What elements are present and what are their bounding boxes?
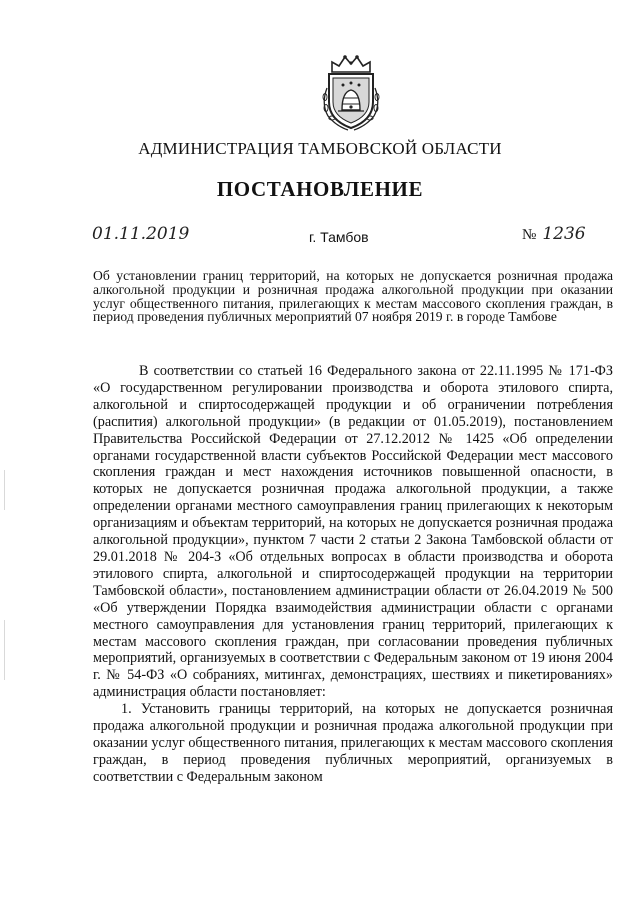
coat-of-arms-icon [318,52,384,132]
document-number [522,224,586,244]
document-title: ПОСТАНОВЛЕНИЕ [216,177,424,201]
number-label: № [522,227,537,243]
organization-heading: АДМИНИСТРАЦИЯ ТАМБОВСКОЙ ОБЛАСТИ [138,139,502,158]
margin-scan-mark [4,620,5,680]
document-subject: Об установлении границ территорий, на которых не допускается розничная продажа алкогольной продукции и розничная продажа алкогольной продукции при оказании услуг общественного питания, прилегающих к местам массового скопления граждан, в период проведения публичных мероприятий 07 ноября 2019 г. в городе Тамбове [93,268,613,325]
number-value: 1236 [542,224,586,244]
document-body [93,363,613,786]
margin-scan-mark [4,470,5,510]
item-1-paragraph: 1. Установить границы территорий, на которых не допускается розничная продажа алкогольной продукции и розничная продажа алкогольной продукции при оказании услуг общественного питания, прилегающих к местам массового скопления граждан, в период проведения публичных мероприятий, организуемых в соответствии с Федеральным законом [93,701,613,785]
preamble-paragraph: В соответствии со статьей 16 Федерального закона от 22.11.1995 № 171-ФЗ «О государственном регулировании производства и оборота этилового спирта, алкогольной и спиртосодержащей продукции и об ограничении потребления (распития) алкогольной продукции» (в редакции от 01.05.2019), постановлением Правительства Российской Федерации от 27.12.2012 № 1425 «Об определении органами государственной власти субъектов Российской Федерации мест массового скопления граждан и мест нахождения источников повышенной опасности, в которых не допускается розничная продажа алкогольной продукции, а также определении органами местного самоуправления границ прилегающих к некоторым организациям и объектам территорий, на которых не допускается розничная продажа алкогольной продукции», пунктом 7 части 2 статьи 2 Закона Тамбовской области от 29.01.2018 № 204-З «Об отдельных вопросах в области производства и оборота этилового спирта, алкогольной и спиртосодержащей продукции на территории Тамбовской области», постановлением администрации области от 26.04.2019 № 500 «Об утверждении Порядка взаимодействия администрации области с органами местного самоуправления для установления границ территорий, прилегающих к местам массового скопления граждан, при согласовании проведения публичных мероприятий, организуемых в соответствии с Федеральным законом от 19 июня 2004 г. № 54-ФЗ «О собраниях, митингах, демонстрациях, шествиях и пикетированиях» администрация области постановляет: [93,363,613,701]
document-city: г. Тамбов [309,229,369,245]
document-date: 01.11.2019 [92,224,190,244]
